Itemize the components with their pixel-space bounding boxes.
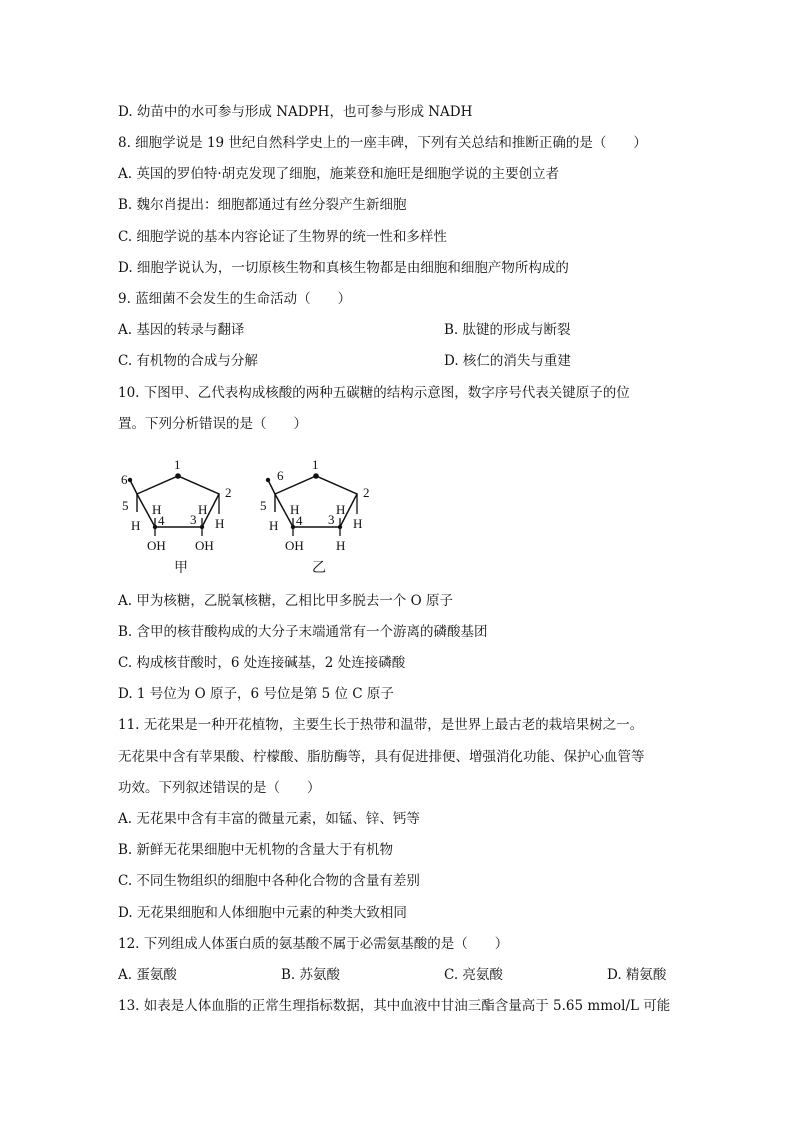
jia-label-4: 4: [158, 513, 165, 528]
yi-label-6: 6: [277, 468, 284, 483]
structure-yi: [260, 457, 370, 576]
yi-h-3-bottom: H: [336, 538, 346, 553]
pentose-figure: [110, 450, 390, 580]
q10-option-a: A. 甲为核糖，乙脱氧核糖，乙相比甲多脱去一个 O 原子: [118, 593, 453, 609]
q12-stem: 12. 下列组成人体蛋白质的氨基酸不属于必需氨基酸的是（ ）: [118, 936, 509, 952]
jia-h-3: H: [198, 502, 208, 517]
q10-stem-line1: 10. 下图甲、乙代表构成核酸的两种五碳糖的结构示意图，数字序号代表关键原子的位: [118, 385, 630, 401]
q11-option-c: C. 不同生物组织的细胞中各种化合物的含量有差别: [118, 873, 420, 889]
jia-label-6: 6: [121, 472, 128, 487]
jia-h-5: H: [131, 518, 141, 533]
jia-h-2: H: [215, 516, 225, 531]
q8-option-b: B. 魏尔肖提出：细胞都通过有丝分裂产生新细胞: [118, 197, 407, 213]
jia-label-1: 1: [174, 457, 181, 472]
yi-h-2: H: [353, 516, 363, 531]
yi-label-2: 2: [363, 485, 370, 500]
structure-jia: [121, 457, 232, 576]
q11-stem-line3: 功效。下列叙述错误的是（ ）: [118, 780, 321, 796]
yi-label-3: 3: [328, 512, 335, 527]
q9-option-c: C. 有机物的合成与分解: [118, 353, 258, 369]
jia-oh-3: OH: [195, 538, 214, 553]
yi-label-4: 4: [296, 513, 303, 528]
yi-h-3: H: [336, 502, 346, 517]
q12-option-d: D. 精氨酸: [607, 967, 667, 983]
q11-stem-line1: 11. 无花果是一种开花植物，主要生长于热带和温带，是世界上最古老的栽培果树之一。: [118, 717, 644, 733]
q10-option-b: B. 含甲的核苷酸构成的大分子末端通常有一个游离的磷酸基团: [118, 624, 488, 640]
yi-label-5: 5: [260, 498, 267, 513]
q10-option-d: D. 1 号位为 O 原子，6 号位是第 5 位 C 原子: [118, 686, 394, 702]
q9-option-b: B. 肽键的形成与断裂: [444, 322, 571, 338]
q11-option-d: D. 无花果细胞和人体细胞中元素的种类大致相同: [118, 905, 407, 921]
q11-option-a: A. 无花果中含有丰富的微量元素，如锰、锌、钙等: [118, 811, 420, 827]
q10-option-c: C. 构成核苷酸时，6 处连接碱基，2 处连接磷酸: [118, 655, 406, 671]
q8-option-c: C. 细胞学说的基本内容论证了生物界的统一性和多样性: [118, 229, 447, 245]
q7-option-d: D. 幼苗中的水可参与形成 NADPH，也可参与形成 NADH: [118, 104, 473, 120]
jia-label-2: 2: [225, 485, 232, 500]
yi-label-1: 1: [312, 457, 319, 472]
jia-h-4: H: [152, 502, 162, 517]
q11-option-b: B. 新鲜无花果细胞中无机物的含量大于有机物: [118, 842, 394, 858]
q12-option-b: B. 苏氨酸: [281, 967, 341, 983]
q11-stem-line2: 无花果中含有苹果酸、柠檬酸、脂肪酶等，具有促进排便、增强消化功能、保护心血管等: [118, 749, 645, 765]
q9-option-a: A. 基因的转录与翻译: [118, 322, 245, 338]
q12-option-c: C. 亮氨酸: [444, 967, 503, 983]
q13-stem: 13. 如表是人体血脂的正常生理指标数据，其中血液中甘油三酯含量高于 5.65 mmol/L 可能: [118, 998, 671, 1014]
jia-label-5: 5: [122, 498, 129, 513]
q12-option-a: A. 蛋氨酸: [118, 967, 177, 983]
q8-stem: 8. 细胞学说是 19 世纪自然科学史上的一座丰碑，下列有关总结和推断正确的是（ ）: [118, 135, 647, 151]
yi-caption: 乙: [312, 561, 326, 576]
yi-oh-4: OH: [285, 538, 304, 553]
q8-option-a: A. 英国的罗伯特·胡克发现了细胞，施莱登和施旺是细胞学说的主要创立者: [118, 166, 560, 182]
jia-oh-4: OH: [147, 538, 166, 553]
q9-option-d: D. 核仁的消失与重建: [444, 353, 571, 369]
q9-stem: 9. 蓝细菌不会发生的生命活动（ ）: [118, 291, 352, 307]
q8-option-d: D. 细胞学说认为，一切原核生物和真核生物都是由细胞和细胞产物所构成的: [118, 260, 569, 276]
yi-h-5: H: [269, 518, 279, 533]
q10-stem-line2: 置。下列分析错误的是（ ）: [118, 416, 307, 432]
yi-h-4: H: [290, 502, 300, 517]
jia-label-3: 3: [190, 512, 197, 527]
jia-caption: 甲: [174, 561, 188, 576]
